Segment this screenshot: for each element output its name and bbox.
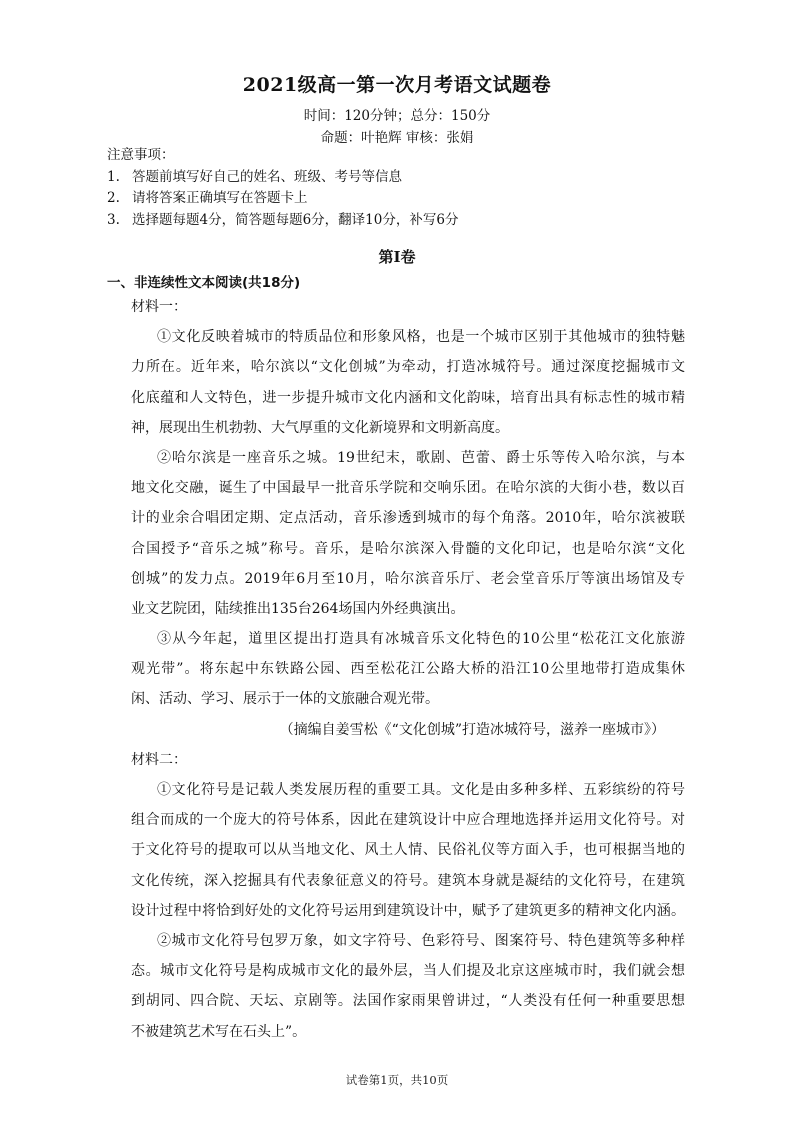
notes-item-text: 选择题每题4分，简答题每题6分，翻译10分，补写6分	[132, 211, 459, 228]
paragraph-line: ②哈尔滨是一座音乐之城。19世纪末，歌剧、芭蕾、爵士乐等传入哈尔滨，与本	[157, 449, 685, 466]
paragraph-line: 设计过程中将恰到好处的文化符号运用到建筑设计中，赋予了建筑更多的精神文化内涵。	[131, 902, 685, 919]
notes-item	[107, 210, 707, 232]
notes-item-text: 答题前填写好自己的姓名、班级、考号等信息	[132, 168, 402, 185]
paragraph-line: 创城”的发力点。2019年6月至10月，哈尔滨音乐厅、老会堂音乐厅等演出场馆及专	[131, 570, 685, 587]
paragraph-line: 不被建筑艺术写在石头上”。	[131, 1023, 307, 1040]
paragraph-line: 力所在。近年来，哈尔滨以“文化创城”为牵动，打造冰城符号。通过深度挖掘城市文	[131, 359, 685, 376]
paragraph-line: ①文化反映着城市的特质品位和形象风格，也是一个城市区别于其他城市的独特魅	[157, 329, 685, 346]
notes-item-number: 3.	[107, 211, 120, 228]
notes-item	[107, 167, 707, 189]
paragraph-line: 于文化符号的提取可以从当地文化、风土人情、民俗礼仪等方面入手，也可根据当地的	[131, 842, 685, 859]
notes-item-number: 1.	[107, 168, 120, 185]
paragraph-line: 神，展现出生机勃勃、大气厚重的文化新境界和文明新高度。	[131, 419, 509, 436]
paragraph-line: 观光带”。将东起中东铁路公园、西至松花江公路大桥的沿江10公里地带打造成集休	[131, 661, 685, 678]
paragraph-line: 态。城市文化符号是构成城市文化的最外层，当人们提及北京这座城市时，我们就会想	[131, 963, 685, 980]
paragraph-line: 业文艺院团，陆续推出135台264场国内外经典演出。	[131, 600, 465, 617]
reading-passage	[131, 292, 685, 1047]
paragraph-line: 闲、活动、学习、展示于一体的文旅融合观光带。	[131, 691, 439, 708]
paragraph-line: ①文化符号是记载人类发展历程的重要工具。文化是由多种多样、五彩缤纷的符号	[157, 782, 685, 798]
paragraph-line: 化底蕴和人文特色，进一步提升城市文化内涵和文化韵味，培育出具有标志性的城市精	[131, 389, 685, 406]
paragraph-line: 地文化交融，诞生了中国最早一批音乐学院和交响乐团。在哈尔滨的大街小巷，数以百	[131, 480, 685, 497]
paragraph-line: 到胡同、四合院、天坛、京剧等。法国作家雨果曾讲过，“人类没有任何一种重要思想	[131, 993, 685, 1010]
notes-item-text: 请将答案正确填写在答题卡上	[132, 190, 308, 206]
notes-block	[107, 145, 707, 231]
paragraph-line: 组合而成的一个庞大的符号体系，因此在建筑设计中应合理地选择并运用文化符号。对	[131, 812, 685, 829]
section-heading: 一、非连续性文本阅读(共18分)	[107, 275, 301, 291]
notes-heading: 注意事项：	[107, 147, 175, 163]
paragraph-line: ③从今年起，道里区提出打造具有冰城音乐文化特色的10公里“松花江文化旅游	[157, 631, 685, 648]
notes-item	[107, 188, 707, 210]
time-score-line: 时间：120分钟；总分：150分	[303, 108, 491, 124]
author-line: 命题：叶艳辉 审核：张娟	[320, 130, 474, 146]
paragraph-line: ②城市文化符号包罗万象，如文字符号、色彩符号、图案符号、特色建筑等多种样	[157, 932, 685, 949]
volume-heading: 第Ⅰ卷	[378, 248, 416, 266]
material-label: 材料二：	[131, 751, 187, 768]
paragraph-line: 文化传统，深入挖掘具有代表象征意义的符号。建筑本身就是凝结的文化符号，在建筑	[131, 872, 685, 889]
paragraph-line: 合国授予“音乐之城”称号。音乐，是哈尔滨深入骨髓的文化印记，也是哈尔滨“文化	[131, 540, 685, 557]
paragraph-line: 计的业余合唱团定期、定点活动，音乐渗透到城市的每个角落。2010年，哈尔滨被联	[131, 510, 685, 527]
page-footer: 试卷第1页，共10页	[345, 1073, 449, 1087]
material-label: 材料一：	[131, 299, 187, 315]
exam-title: 2021级高一第一次月考语文试题卷	[242, 74, 552, 96]
source-citation: （摘编自姜雪松《“文化创城”打造冰城符号，滋养一座城市》）	[279, 721, 665, 738]
notes-item-number: 2.	[107, 190, 120, 206]
